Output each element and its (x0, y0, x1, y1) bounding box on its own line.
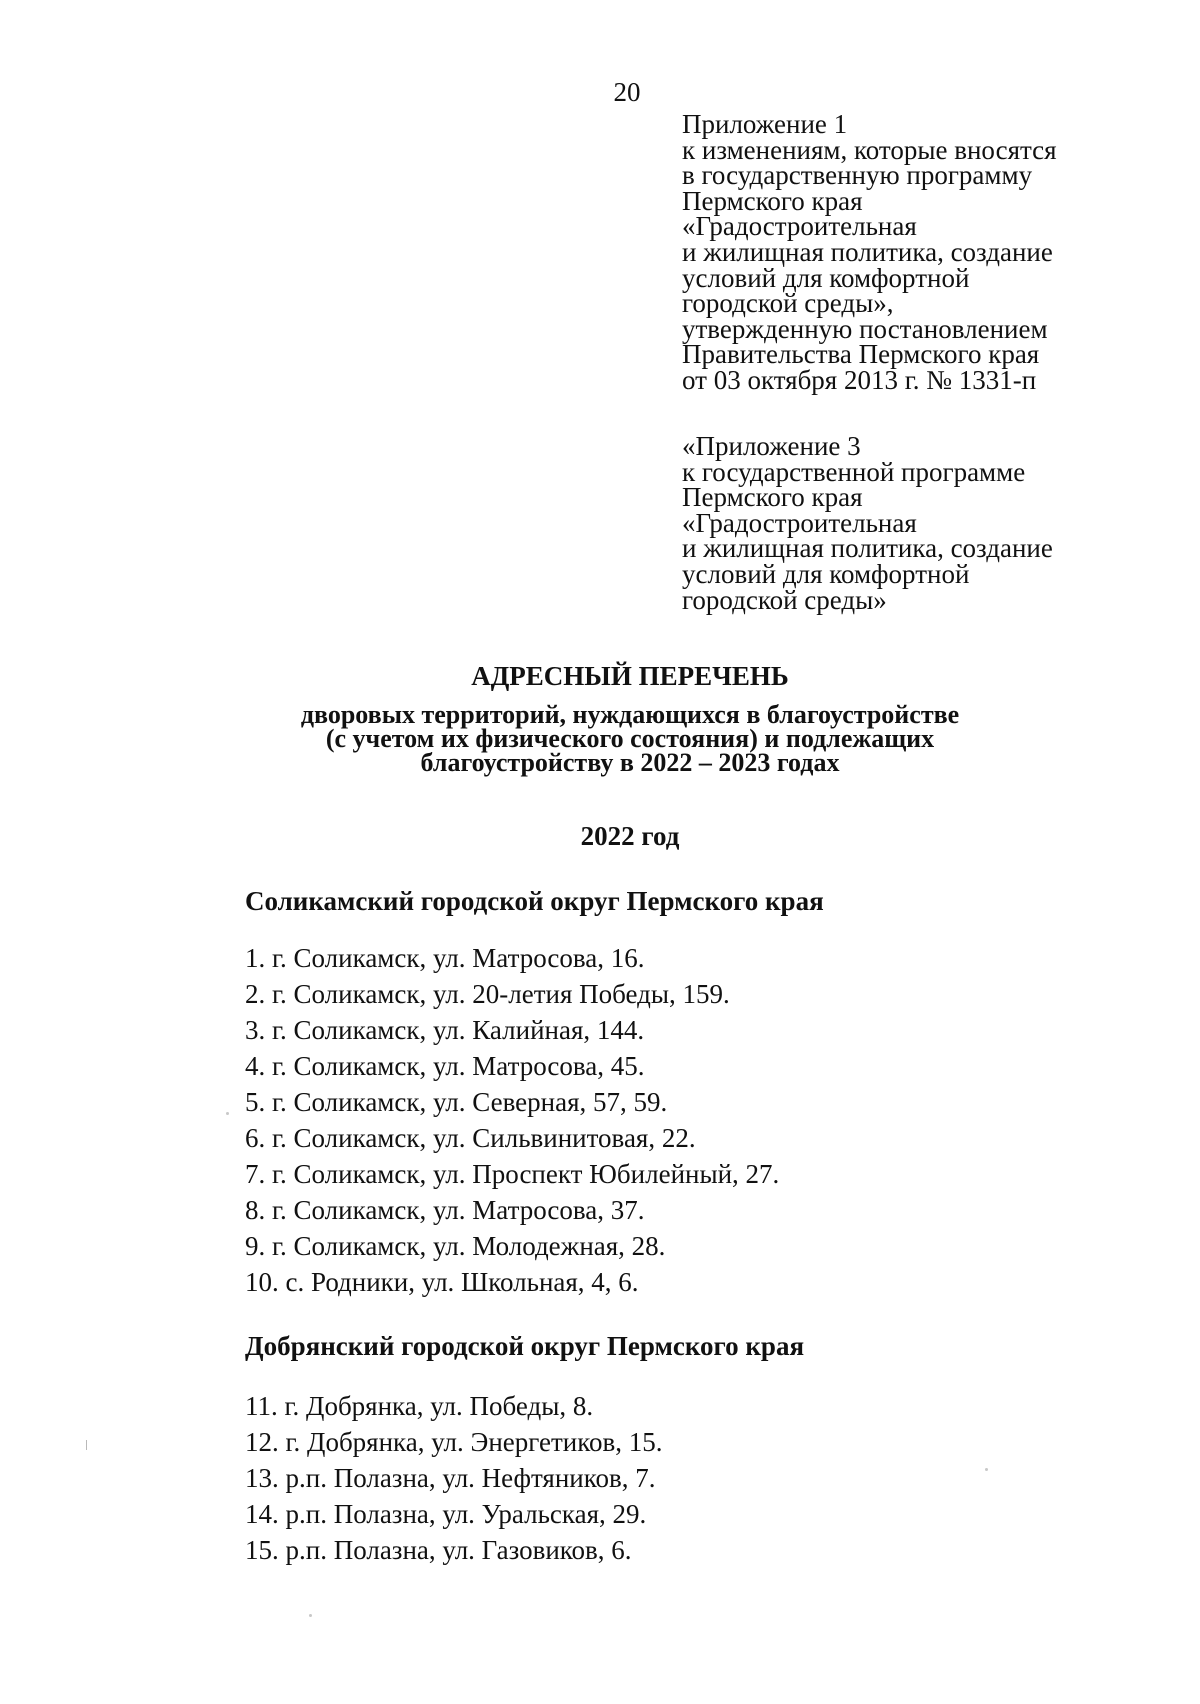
appendix-1-line: Пермского края (682, 185, 863, 216)
address-list-solikamsk (245, 940, 779, 1300)
address-item: 2. г. Соликамск, ул. 20-летия Победы, 159. (245, 979, 730, 1009)
address-item: 3. г. Соликамск, ул. Калийная, 144. (245, 1015, 645, 1045)
district-heading-dobryanka: Добрянский городской округ Пермского края (245, 1331, 805, 1361)
address-item: 4. г. Соликамск, ул. Матросова, 45. (245, 1051, 645, 1081)
address-item: 15. р.п. Полазна, ул. Газовиков, 6. (245, 1535, 632, 1565)
address-item: 13. р.п. Полазна, ул. Нефтяников, 7. (245, 1463, 656, 1493)
address-item: 12. г. Добрянка, ул. Энергетиков, 15. (245, 1427, 663, 1457)
address-item: 7. г. Соликамск, ул. Проспект Юбилейный, 27. (245, 1159, 780, 1189)
address-list-dobryanka (245, 1388, 663, 1568)
appendix-1-line: городской среды», (682, 288, 894, 319)
appendix-3-line: к государственной программе (682, 456, 1026, 487)
appendix-3-line: «Приложение 3 (682, 431, 861, 461)
appendix-3-line: городской среды» (682, 584, 887, 615)
scan-speck (226, 1112, 229, 1115)
appendix-1-line: Правительства Пермского края (682, 339, 1040, 370)
appendix-3-block (682, 431, 1142, 615)
document-title: АДРЕСНЫЙ ПЕРЕЧЕНЬ (471, 661, 789, 691)
appendix-1-line: в государственную программу (682, 160, 1033, 191)
address-item: 11. г. Добрянка, ул. Победы, 8. (245, 1391, 594, 1421)
scan-mark (86, 1440, 87, 1450)
subtitle-line: дворовых территорий, нуждающихся в благоустройстве (300, 700, 960, 729)
address-item: 1. г. Соликамск, ул. Матросова, 16. (245, 943, 645, 973)
document-subtitle (0, 700, 1200, 777)
appendix-3-line: условий для комфортной (682, 558, 970, 589)
address-item: 6. г. Соликамск, ул. Сильвинитовая, 22. (245, 1123, 696, 1153)
appendix-1-line: утвержденную постановлением (682, 313, 1048, 344)
appendix-3-line: «Градостроительная (682, 507, 917, 538)
appendix-1-line: условий для комфортной (682, 262, 970, 293)
appendix-1-block (682, 109, 1142, 395)
appendix-1-line: «Градостроительная (682, 211, 917, 242)
address-item: 10. с. Родники, ул. Школьная, 4, 6. (245, 1267, 639, 1297)
scan-speck (309, 1614, 312, 1617)
subtitle-line: благоустройству в 2022 – 2023 годах (420, 748, 840, 777)
appendix-1-line: и жилищная политика, создание (682, 236, 1053, 267)
address-item: 8. г. Соликамск, ул. Матросова, 37. (245, 1195, 645, 1225)
address-item: 9. г. Соликамск, ул. Молодежная, 28. (245, 1231, 666, 1261)
address-item: 5. г. Соликамск, ул. Северная, 57, 59. (245, 1087, 668, 1117)
appendix-1-line: от 03 октября 2013 г. № 1331-п (682, 364, 1037, 395)
appendix-1-line: Приложение 1 (682, 109, 848, 139)
appendix-1-line: к изменениям, которые вносятся (682, 134, 1057, 165)
subtitle-line: (с учетом их физического состояния) и подлежащих (325, 724, 935, 753)
appendix-3-line: и жилищная политика, создание (682, 533, 1053, 564)
address-item: 14. р.п. Полазна, ул. Уральская, 29. (245, 1499, 647, 1529)
year-heading: 2022 год (580, 821, 680, 851)
appendix-3-line: Пермского края (682, 482, 863, 513)
page-number: 20 (613, 77, 641, 107)
district-heading-solikamsk: Соликамский городской округ Пермского края (245, 886, 824, 916)
scan-speck (985, 1468, 988, 1471)
